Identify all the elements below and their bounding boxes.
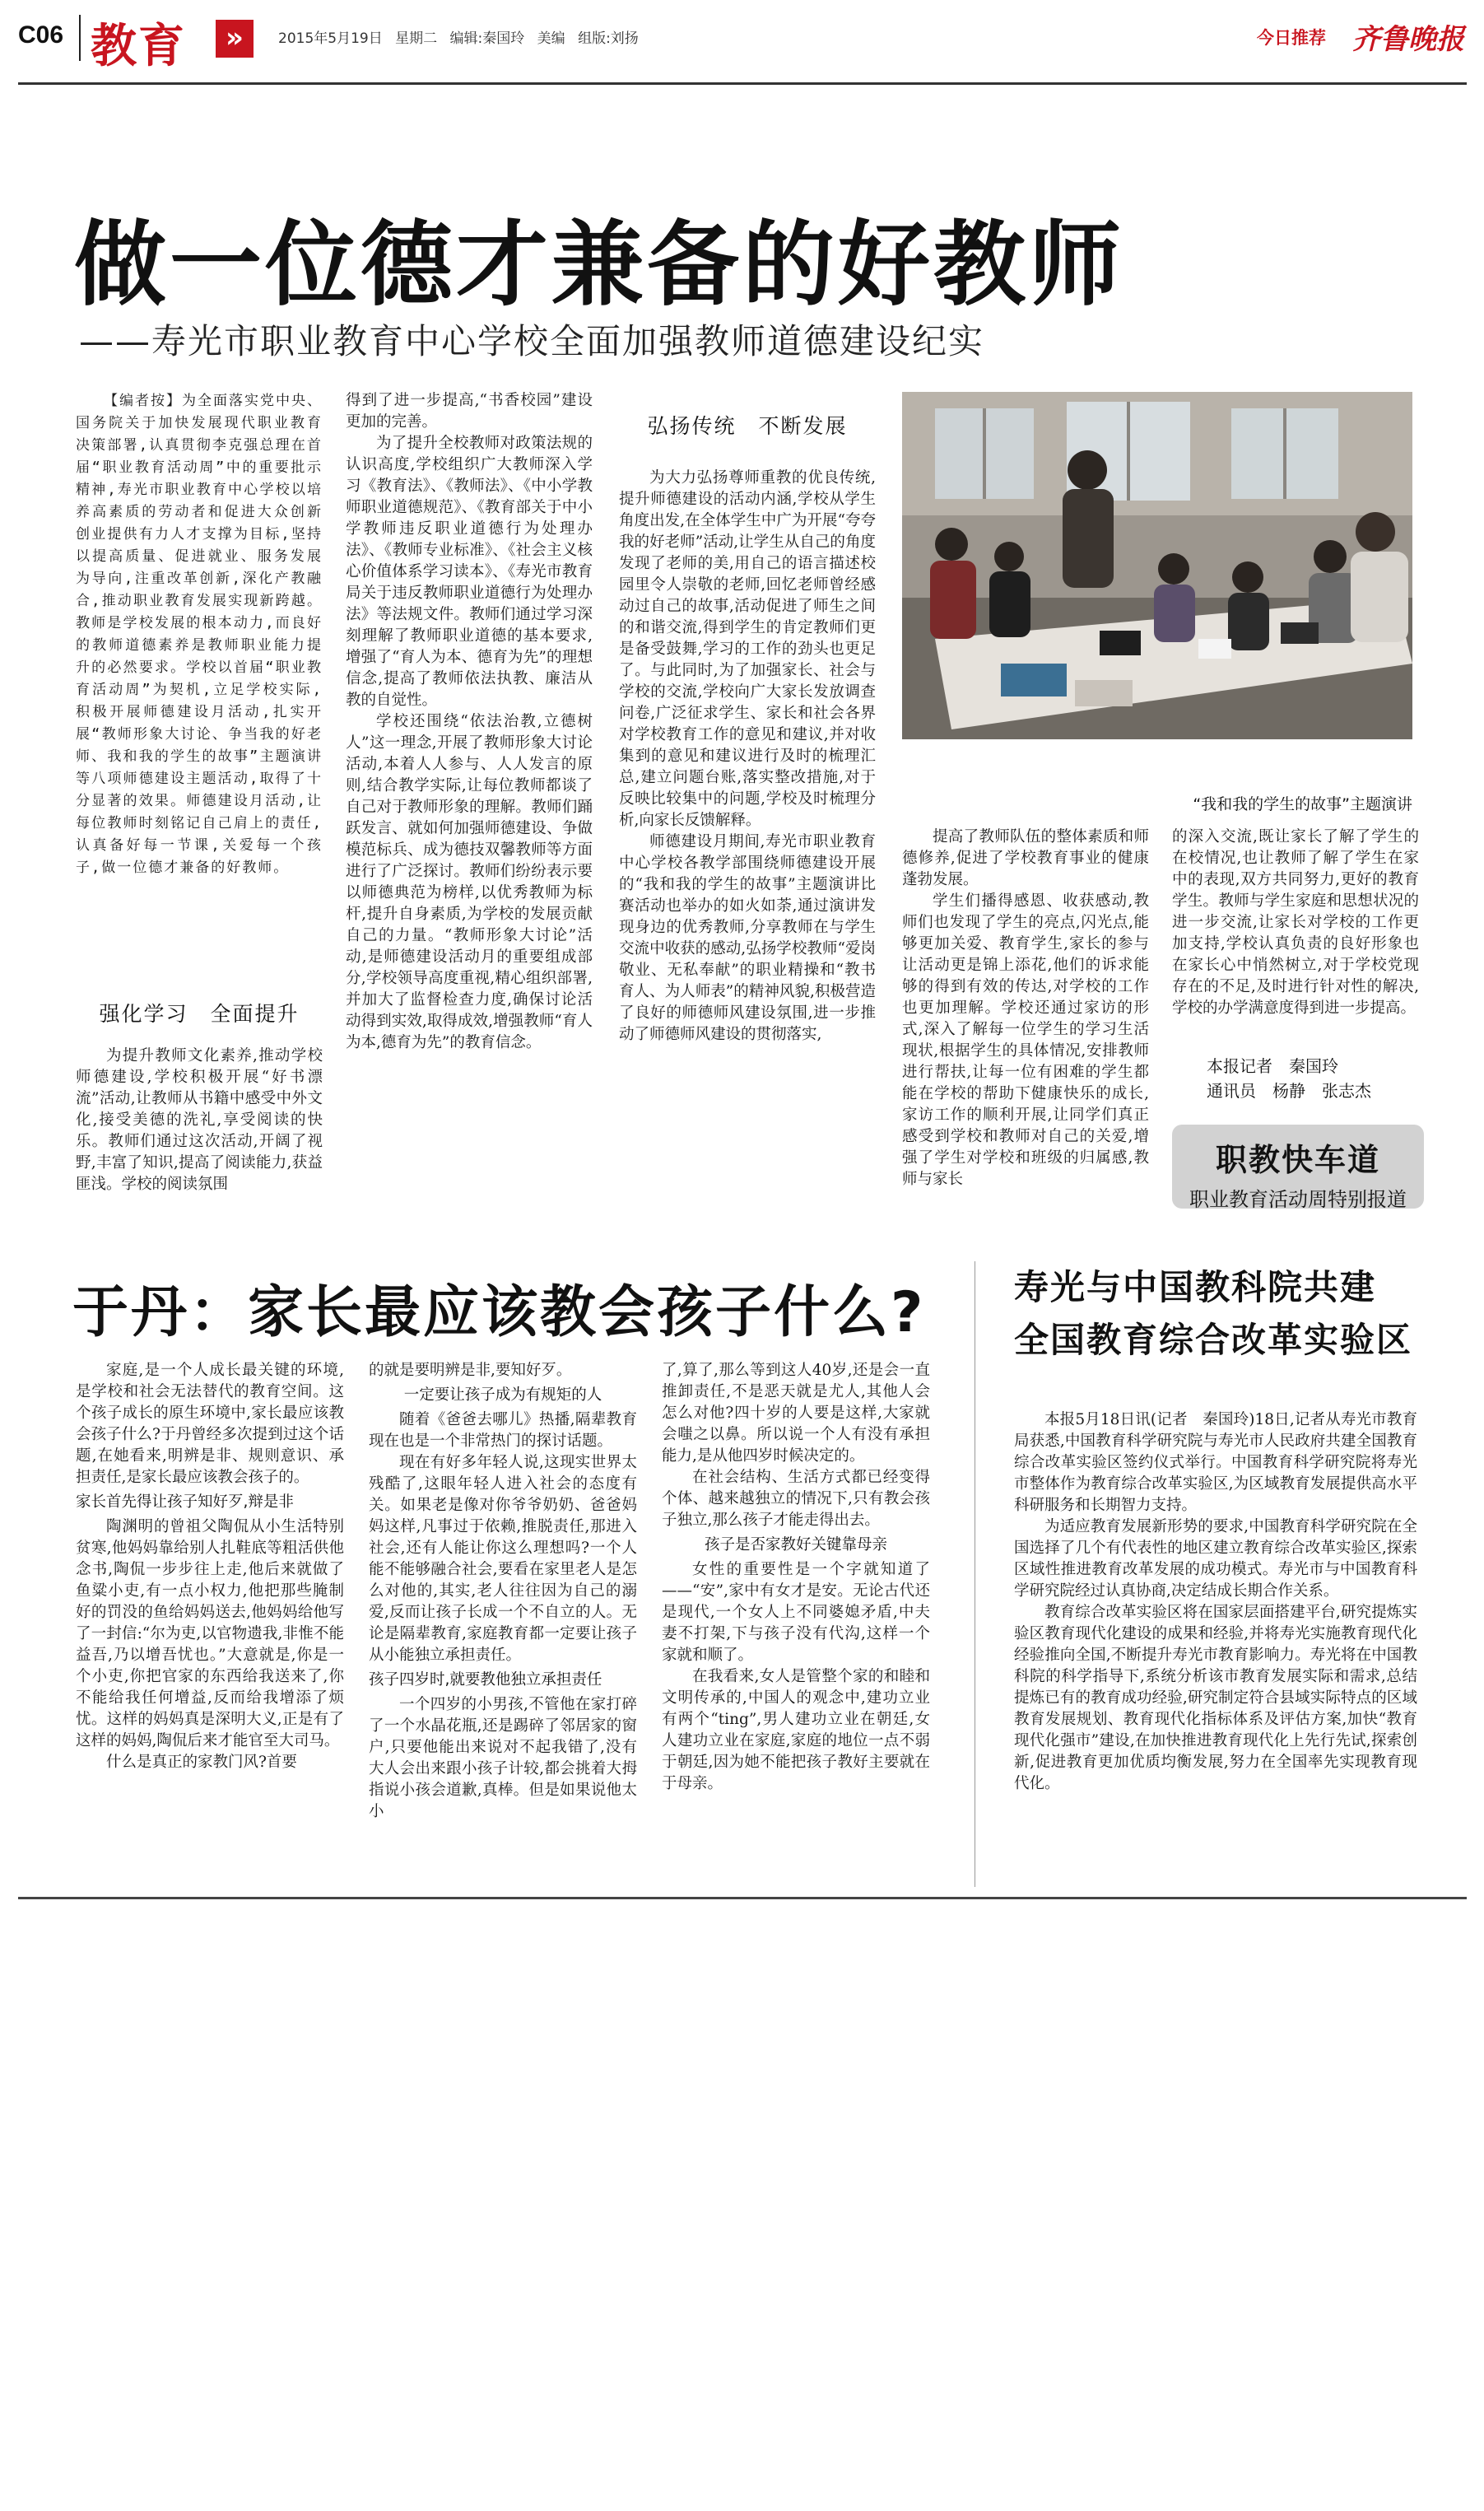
paragraph: 什么是真正的家教门风?首要 [106,1754,297,1771]
photo-caption: “我和我的学生的故事”主题演讲 [1193,795,1412,813]
paragraph: 提高了教师队伍的整体素质和师德修养,促进了学校教育事业的健康蓬勃发展。 [902,828,1149,888]
paragraph: 为适应教育发展新形势的要求,中国教育科学研究院在全国选择了几个有代表性的地区建立教育综合改革实验区,探索区域性推进教育改革发展的成功模式。寿光市与中国教育科学研究院经过认真协商,决定结成长期合作关系。 [1014,1518,1417,1600]
paragraph: 在社会结构、生活方式都已经变得个体、越来越独立的情况下,只有教会孩子独立,那么孩子才能走得出去。 [662,1469,930,1529]
event-photo-illustration [902,392,1412,739]
section-heading-study: 强化学习 全面提升 [99,1002,300,1026]
article-column-5 [1172,827,1419,1049]
header-divider [79,15,81,61]
main-headline: 做一位德才兼备的好教师 [74,212,1124,319]
article3-headline [1014,1261,1412,1367]
article3-headline-line1: 寿光与中国教科院共建 [1014,1267,1377,1307]
feature-label: 今日推荐 [1257,28,1326,48]
byline [1207,1054,1421,1103]
badge-subtitle: 职业教育活动周特别报道 [1189,1188,1407,1211]
newspaper-logo: 齐鲁晚报 [1352,23,1464,56]
article2-column-2 [369,1360,637,1887]
paragraph: 家庭,是一个人成长最关键的环境,是学校和社会无法替代的教育空间。这个孩子成长的原生环境中,家长最应该教会孩子什么?于丹曾经多次提到过这个话题,在她看来,明辨是非、规则意识、承担责任,是家长最应该教会孩子的。 [76,1362,344,1486]
paragraph: 的就是要明辨是非,要知好歹。 [369,1362,572,1379]
paragraph: 随着《爸爸去哪儿》热播,隔辈教育现在也是一个非常热门的探讨话题。 [369,1411,637,1450]
subheading: 孩子是否家教好关键靠母亲 [704,1536,887,1554]
byline-reporter: 本报记者 秦国玲 [1207,1056,1338,1076]
section-heading-tradition: 弘扬传统 不断发展 [647,414,848,438]
section-title: 教育 [91,20,186,73]
art-editor-credit: 美编 [537,30,565,47]
page-number: C06 [18,21,64,49]
subheading: 一定要让孩子成为有规矩的人 [403,1386,602,1404]
article2-column-3 [662,1360,930,1887]
issue-weekday: 星期二 [395,30,438,47]
article-column-4 [902,827,1149,1225]
editor-note-text: 【编者按】为全面落实党中央、国务院关于加快发展现代职业教育决策部署,认真贯彻李克强总理在首届“职业教育活动周”中的重要批示精神,寿光市职业教育中心学校以培养高素质的劳动者和促进大众创新创业提供有力人才支撑为目标,坚持以提高质量、促进就业、服务发展为导向,注重改革创新,深化产教融合,推动职业教育发展实现新跨越。教师是学校发展的根本动力,而良好的教师道德素养是教师职业能力提升的必然要求。学校以首届“职业教育活动周”为契机,立足学校实际,积极开展师德建设月活动,扎实开展“教师形象大讨论、争当我的好老师、我和我的学生的故事”主题演讲等八项师德建设主题活动,取得了十分显著的效果。师德建设月活动,让每位教师时刻铭记自己肩上的责任,认真备好每一节课,关爱每一个孩子,做一位德才兼备的好教师。 [76,393,323,876]
paragraph: 的深入交流,既让家长了解了学生的在校情况,也让教师了解了学生在家中的表现,双方共同努力,更好的教育学生。教师与学生家庭和思想状况的进一步交流,让家长对学校的工作更加支持,学校认真负责的良好形象也在家长心中悄然树立,对于学校党现存在的不足,及时进行针对性的解决,学校的办学满意度得到进一步提高。 [1172,828,1419,1017]
paragraph: 学校还围绕“依法治教,立德树人”这一理念,开展了教师形象大讨论活动,本着人人参与、人人发言的原则,结合教学实际,让每位教师都谈了自己对于教师形象的理解。教师们踊跃发言、就如何加强师德建设、争做模范标兵、成为德技双馨教师等方面进行了广泛探讨。教师们纷纷表示要以师德典范为榜样,以优秀教师为标杆,提升自身素质,为学校的发展贡献自己的力量。“教师形象大讨论”活动,是师德建设活动月的重要组成部分,学校领导高度重视,精心组织部署,并加大了监督检查力度,确保讨论活动得到实效,取得成效,增强教师“育人为本,德育为先”的教育信念。 [346,713,593,1051]
paragraph: 为了提升全校教师对政策法规的认识高度,学校组织广大教师深入学习《教育法》、《教师法》、《中小学教师职业道德规范》、《教育部关于中小学教师违反职业道德行为处理办法》、《教师专业标准》、《社会主义核心价值体系学习读本》、《寿光市教育局关于违反教师职业道德行为处理办法》等法规文件。教师们通过学习深刻理解了教师职业道德的基本要求,增强了“育人为本、德育为先”的理想信念,提高了教师依法执教、廉洁从教的自觉性。 [346,435,593,709]
paragraph: 女性的重要性是一个字就知道了——“安”,家中有女才是安。无论古代还是现代,一个女人上不同婆媳矛盾,中夫妻不打架,下与孩子没有代沟,这样一个家就和顺了。 [662,1561,930,1664]
page-bottom-rule [18,1897,1467,1899]
subheading: 孩子四岁时,就要教他独立承担责任 [369,1671,602,1689]
layout-credit: 组版:刘扬 [578,30,639,47]
paragraph: 得到了进一步提高,“书香校园”建设更加的完善。 [346,392,593,431]
section-arrow-icon: » [216,20,254,58]
paragraph: 陶渊明的曾祖父陶侃从小生活特别贫寒,他妈妈靠给别人扎鞋底等粗活供他念书,陶侃一步步往上走,他后来就做了鱼粱小吏,有一点小权力,他把那些腌制好的罚没的鱼给妈妈送去,他妈妈给他写了一封信:“尔为吏,以官物遗我,非惟不能益吾,乃以增吾忧也。”大意就是,你是一个小吏,你把官家的东西给我送来了,你不能给我任何增益,反而给我增添了烦忧。这样的妈妈真是深明大义,正是有了这样的妈妈,陶侃后来才能官至大司马。 [76,1518,344,1749]
column-badge [1172,1125,1424,1209]
paragraph: 教育综合改革实验区将在国家层面搭建平台,研究提炼实验区教育现代化建设的成果和经验,并将寿光实施教育现代化经验推向全国,不断提升寿光市教育影响力。寿光将在中国教科院的科学指导下,系统分析该市教育发展实际和需求,总结提炼已有的教育成功经验,研究制定符合县域实际特点的区域教育发展规划、教育现代化指标体系及评估方案,加快“教育现代化强市”建设,在加快推进教育现代化上先行先试,探索创新,促进教育更加优质均衡发展,努力在全国率先实现教育现代化。 [1014,1604,1417,1792]
article2-column-1 [76,1360,344,1887]
main-subheadline: ——寿光市职业教育中心学校全面加强教师道德建设纪实 [79,321,985,361]
article3-headline-line2: 全国教育综合改革实验区 [1014,1320,1413,1360]
header-rule [18,82,1467,85]
paragraph: 学生们播得感恩、收获感动,教师们也发现了学生的亮点,闪光点,能够更加关爱、教育学生,家长的参与让活动更是锦上添花,他们的诉求能够的得到有效的传达,对学校的工作也更加理解。学校还通过家访的形式,深入了解每一位学生的学习生活现状,根据学生的具体情况,安排教师进行帮扶,让每一位有困难的学生都能在学校的帮助下健康快乐的成长,家访工作的顺利开展,让同学们真正感受到学校和教师对自己的关爱,增强了学生对学校和班级的归属感,教师与家长 [902,892,1149,1188]
byline-correspondents: 通讯员 杨静 张志杰 [1207,1081,1371,1101]
event-photo [902,392,1412,739]
header-meta [278,26,639,47]
badge-title: 职教快车道 [1215,1142,1380,1178]
editor-note [76,390,323,979]
paragraph: 现在有好多年轻人说,这现实世界太残酷了,这眼年轻人进入社会的态度有关。如果老是像对你爷爷奶奶、爸爸妈妈这样,凡事过于依赖,推脱责任,那进入社会,还有人能让你这么理想吗?一个人能不能够融合社会,要看在家里老人是怎么对他的,其实,老人往往因为自己的溺爱,反而让孩子长成一个不自立的人。无论是隔辈教育,家庭教育都一定要让孩子从小能独立承担责任。 [369,1454,637,1664]
article-column-3 [619,468,876,1225]
paragraph: 了,算了,那么等到这人40岁,还是会一直推卸责任,不是恶天就是尤人,其他人会怎么对他?四十岁的人要是这样,大家就会嗤之以鼻。所以说一个人有没有承担能力,是从他四岁时候决定的。 [662,1362,930,1465]
paragraph: 一个四岁的小男孩,不管他在家打碎了一个水晶花瓶,还是踢碎了邻居家的窗户,只要他能出来说对不起我错了,没有大人会出来跟小孩子计较,都会挑着大拇指说小孩会道歉,真棒。但是如果说他太小 [369,1696,637,1820]
editor-credit: 编辑:秦国玲 [449,30,525,47]
article-column-1 [76,1046,323,1225]
article2-headline: 于丹：家长最应该教会孩子什么? [72,1280,926,1345]
paragraph: 本报5月18日讯(记者 秦国玲)18日,记者从寿光市教育局获悉,中国教育科学研究院与寿光市人民政府共建全国教育综合改革实验区签约仪式举行。中国教育科学研究院将寿光市整体作为教育综合改革实验区,为区域教育发展提供高水平科研服务和长期智力支持。 [1014,1411,1417,1514]
paragraph: 为提升教师文化素养,推动学校师德建设,学校积极开展“好书漂流”活动,让教师从书籍中感受中外文化,接受美德的洗礼,享受阅读的快乐。教师们通过这次活动,开阔了视野,丰富了知识,提高了阅读能力,获益匪浅。学校的阅读氛围 [76,1047,323,1193]
subheading: 家长首先得让孩子知好歹,辩是非 [76,1493,294,1511]
paragraph: 为大力弘扬尊师重教的优良传统,提升师德建设的活动内涵,学校从学生角度出发,在全体学生中广为开展“夸夸我的好老师”活动,让学生从自己的角度发现了老师的美,用自己的语言描述校园里令人崇敬的老师,回忆老师曾经感动过自己的故事,活动促进了师生之间的和谐交流,得到学生的肯定教师们更是备受鼓舞,学习的工作的劲头也更足了。与此同时,为了加强家长、社会与学校的交流,学校向广大家长发放调查问卷,广泛征求学生、家长和社会各界对学校教育工作的意见和建议,并对收集到的意见和建议进行及时的梳理汇总,建立问题台账,落实整改措施,对于反映比较集中的问题,学校及时梳理分析,向家长反馈解释。 [619,469,876,829]
article-column-2 [346,390,593,1226]
issue-date: 2015年5月19日 [278,30,383,47]
paragraph: 师德建设月期间,寿光市职业教育中心学校各教学部围绕师德建设开展的“我和我的学生的故事”主题演讲比赛活动也举办的如火如荼,通过演讲发现身边的优秀教师,分享教师在与学生交流中收获的感动,弘扬学校教师“爱岗敬业、无私奉献”的职业精操和“教书育人、为人师表”的精神风貌,积极营造了良好的师德师风建设氛围,进一步推动了师德师风建设的贯彻落实, [619,833,876,1043]
paragraph: 在我看来,女人是管整个家的和睦和文明传承的,中国人的观念中,建功立业有两个“ting”,男人建功立业在朝廷,女人建功立业在家庭,家庭的地位一点不弱于朝廷,因为她不能把孩子教好主要就在于母亲。 [662,1668,930,1792]
article3-body [1014,1409,1417,1887]
